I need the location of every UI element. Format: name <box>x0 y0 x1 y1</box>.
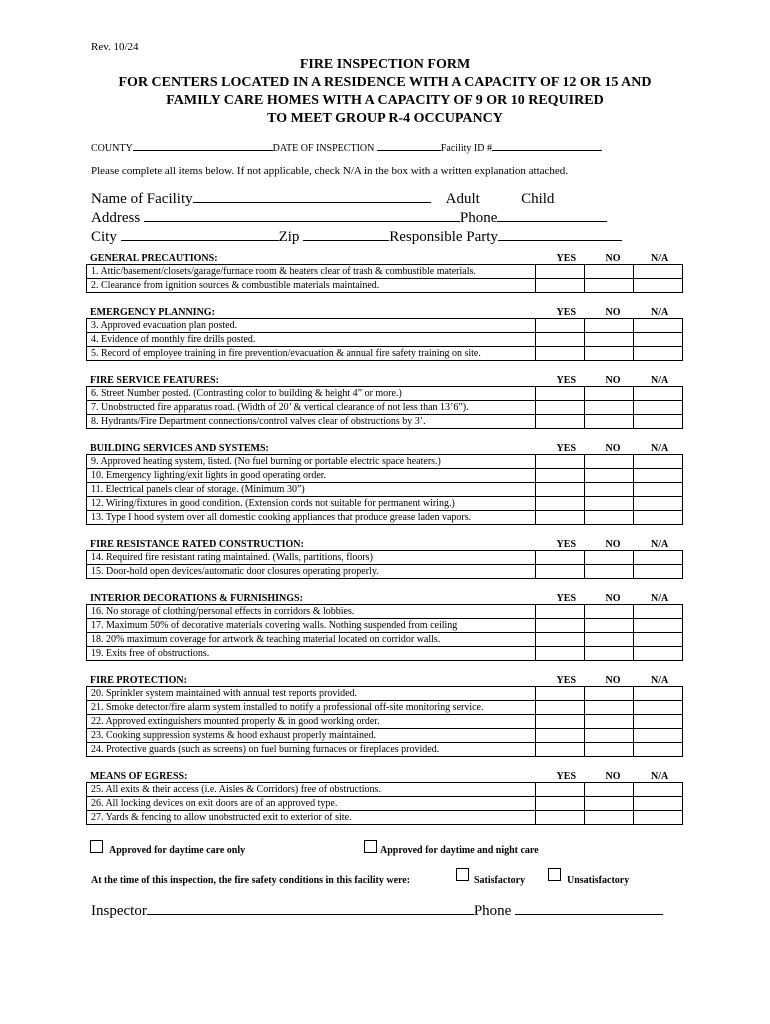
section-title: MEANS OF EGRESS: <box>90 771 188 782</box>
item-text: 6. Street Number posted. (Contrasting color to building & height 4” or more.) <box>87 387 536 401</box>
inspector-field[interactable] <box>147 900 474 915</box>
na-box[interactable] <box>634 647 683 661</box>
yes-box[interactable] <box>536 605 585 619</box>
zip-field[interactable] <box>303 226 389 241</box>
no-box[interactable] <box>585 743 634 757</box>
na-box[interactable] <box>634 605 683 619</box>
table-row <box>87 605 683 619</box>
table-row <box>87 415 683 429</box>
section-title: INTERIOR DECORATIONS & FURNISHINGS: <box>90 593 303 604</box>
item-text: 18. 20% maximum coverage for artwork & teaching material located on corridor walls. <box>87 633 536 647</box>
form-title <box>0 56 770 128</box>
item-text: 3. Approved evacuation plan posted. <box>87 319 536 333</box>
col-yes: YES <box>556 771 576 782</box>
item-text: 5. Record of employee training in fire prevention/evacuation & annual fire safety training on site. <box>87 347 536 361</box>
table-row <box>87 551 683 565</box>
na-box[interactable] <box>634 469 683 483</box>
item-text: 13. Type I hood system over all domestic cooking appliances that produce grease laden vapors. <box>87 511 536 525</box>
item-text: 1. Attic/basement/closets/garage/furnace room & heaters clear of trash & combustible materials. <box>87 265 536 279</box>
city-field[interactable] <box>121 226 279 241</box>
yes-box[interactable] <box>536 483 585 497</box>
section-emergency-planning <box>86 304 683 361</box>
table-row <box>87 455 683 469</box>
approved-day-night-checkbox[interactable] <box>364 840 377 853</box>
section-title: BUILDING SERVICES AND SYSTEMS: <box>90 443 269 454</box>
yes-box[interactable] <box>536 633 585 647</box>
city-row <box>91 226 622 246</box>
facility-id-field[interactable] <box>492 140 602 151</box>
na-box[interactable] <box>634 797 683 811</box>
no-box[interactable] <box>585 401 634 415</box>
item-text: 22. Approved extinguishers mounted properly & in good working order. <box>87 715 536 729</box>
no-box[interactable] <box>585 279 634 293</box>
col-yes: YES <box>556 593 576 604</box>
table-row <box>87 279 683 293</box>
na-box[interactable] <box>634 511 683 525</box>
conditions-prompt: At the time of this inspection, the fire safety conditions in this facility were: <box>91 875 411 886</box>
yes-box[interactable] <box>536 387 585 401</box>
na-box[interactable] <box>634 565 683 579</box>
yes-box[interactable] <box>536 743 585 757</box>
satisfactory-label: Satisfactory <box>474 875 526 886</box>
yes-box[interactable] <box>536 511 585 525</box>
section-general-precautions <box>86 250 683 293</box>
yes-box[interactable] <box>536 265 585 279</box>
col-no: NO <box>605 539 621 550</box>
na-box[interactable] <box>634 687 683 701</box>
yes-box[interactable] <box>536 729 585 743</box>
table-row <box>87 347 683 361</box>
col-no: NO <box>605 253 621 264</box>
no-box[interactable] <box>585 715 634 729</box>
item-text: 20. Sprinkler system maintained with annual test reports provided. <box>87 687 536 701</box>
no-box[interactable] <box>585 565 634 579</box>
table-row <box>87 483 683 497</box>
table-row <box>87 401 683 415</box>
section-fire-resistance <box>86 536 683 579</box>
no-box[interactable] <box>585 701 634 715</box>
col-na: N/A <box>651 675 669 686</box>
adult-label: Adult <box>445 191 480 207</box>
col-no: NO <box>605 675 621 686</box>
table-row <box>87 497 683 511</box>
item-text: 26. All locking devices on exit doors are of an approved type. <box>87 797 536 811</box>
item-text: 12. Wiring/fixtures in good condition. (Extension cords not suitable for permanent wiring.) <box>87 497 536 511</box>
col-na: N/A <box>651 307 669 318</box>
approved-daytime-checkbox[interactable] <box>90 840 103 853</box>
title-line-2: FOR CENTERS LOCATED IN A RESIDENCE WITH A CAPACITY OF 12 OR 15 AND <box>118 75 652 90</box>
date-label: DATE OF INSPECTION <box>272 143 375 154</box>
col-no: NO <box>605 307 621 318</box>
instructions: Please complete all items below. If not applicable, check N/A in the box with a written explanation attached. <box>91 165 569 177</box>
title-line-3: FAMILY CARE HOMES WITH A CAPACITY OF 9 OR 10 REQUIRED <box>166 93 604 108</box>
col-na: N/A <box>651 593 669 604</box>
unsatisfactory-label: Unsatisfactory <box>567 875 630 886</box>
section-title: FIRE SERVICE FEATURES: <box>90 375 219 386</box>
county-label: COUNTY <box>91 143 133 154</box>
satisfactory-checkbox[interactable] <box>456 868 469 881</box>
col-yes: YES <box>556 539 576 550</box>
no-box[interactable] <box>585 333 634 347</box>
approved-daytime-label: Approved for daytime care only <box>109 845 246 856</box>
item-text: 11. Electrical panels clear of storage. (Minimum 30”) <box>87 483 536 497</box>
inspector-phone-label: Phone <box>473 903 512 919</box>
yes-box[interactable] <box>536 347 585 361</box>
na-box[interactable] <box>634 387 683 401</box>
item-text: 4. Evidence of monthly fire drills posted. <box>87 333 536 347</box>
col-yes: YES <box>556 675 576 686</box>
col-yes: YES <box>556 443 576 454</box>
na-box[interactable] <box>634 415 683 429</box>
table-row <box>87 511 683 525</box>
table-row <box>87 387 683 401</box>
yes-box[interactable] <box>536 401 585 415</box>
no-box[interactable] <box>585 415 634 429</box>
no-box[interactable] <box>585 455 634 469</box>
inspector-label: Inspector <box>91 903 147 919</box>
yes-box[interactable] <box>536 701 585 715</box>
na-box[interactable] <box>634 497 683 511</box>
table-row <box>87 729 683 743</box>
yes-box[interactable] <box>536 687 585 701</box>
facility-id-label: Facility ID # <box>440 143 492 154</box>
no-box[interactable] <box>585 797 634 811</box>
col-no: NO <box>605 771 621 782</box>
address-row <box>91 207 607 227</box>
yes-box[interactable] <box>536 469 585 483</box>
yes-box[interactable] <box>536 551 585 565</box>
col-no: NO <box>605 593 621 604</box>
section-fire-service-features <box>86 372 683 429</box>
col-no: NO <box>605 375 621 386</box>
table-row <box>87 265 683 279</box>
na-box[interactable] <box>634 701 683 715</box>
na-box[interactable] <box>634 729 683 743</box>
address-label: Address <box>91 210 141 226</box>
na-box[interactable] <box>634 319 683 333</box>
col-yes: YES <box>556 375 576 386</box>
no-box[interactable] <box>585 687 634 701</box>
item-text: 9. Approved heating system, listed. (No fuel burning or portable electric space heaters.) <box>87 455 536 469</box>
table-row <box>87 701 683 715</box>
na-box[interactable] <box>634 401 683 415</box>
yes-box[interactable] <box>536 455 585 469</box>
no-box[interactable] <box>585 811 634 825</box>
no-box[interactable] <box>585 265 634 279</box>
title-line-4: TO MEET GROUP R-4 OCCUPANCY <box>267 111 503 126</box>
unsatisfactory-checkbox[interactable] <box>548 868 561 881</box>
table-row <box>87 687 683 701</box>
table-row <box>87 783 683 797</box>
na-box[interactable] <box>634 715 683 729</box>
item-text: 16. No storage of clothing/personal effects in corridors & lobbies. <box>87 605 536 619</box>
city-label: City <box>91 229 117 245</box>
no-box[interactable] <box>585 551 634 565</box>
col-na: N/A <box>651 771 669 782</box>
item-text: 21. Smoke detector/fire alarm system installed to notify a professional off-site monitoring service. <box>87 701 536 715</box>
facility-name-field[interactable] <box>193 188 431 203</box>
no-box[interactable] <box>585 483 634 497</box>
section-interior-decorations <box>86 590 683 661</box>
item-text: 27. Yards & fencing to allow unobstructed exit to exterior of site. <box>87 811 536 825</box>
na-box[interactable] <box>634 279 683 293</box>
yes-box[interactable] <box>536 783 585 797</box>
yes-box[interactable] <box>536 715 585 729</box>
no-box[interactable] <box>585 605 634 619</box>
col-na: N/A <box>651 253 669 264</box>
section-title: GENERAL PRECAUTIONS: <box>90 253 218 264</box>
col-na: N/A <box>651 443 669 454</box>
child-label: Child <box>521 191 555 207</box>
na-box[interactable] <box>634 347 683 361</box>
no-box[interactable] <box>585 387 634 401</box>
responsible-field[interactable] <box>498 226 622 241</box>
no-box[interactable] <box>585 469 634 483</box>
na-box[interactable] <box>634 743 683 757</box>
no-box[interactable] <box>585 347 634 361</box>
item-text: 23. Cooking suppression systems & hood exhaust properly maintained. <box>87 729 536 743</box>
yes-box[interactable] <box>536 279 585 293</box>
county-field[interactable] <box>133 140 273 151</box>
item-text: 25. All exits & their access (i.e. Aisles & Corridors) free of obstructions. <box>87 783 536 797</box>
section-building-services <box>86 440 683 525</box>
col-na: N/A <box>651 375 669 386</box>
col-yes: YES <box>556 253 576 264</box>
na-box[interactable] <box>634 551 683 565</box>
no-box[interactable] <box>585 497 634 511</box>
na-box[interactable] <box>634 811 683 825</box>
na-box[interactable] <box>634 265 683 279</box>
table-row <box>87 619 683 633</box>
phone-field[interactable] <box>497 207 607 222</box>
no-box[interactable] <box>585 633 634 647</box>
title-line-1: FIRE INSPECTION FORM <box>299 57 471 72</box>
table-row <box>87 565 683 579</box>
yes-box[interactable] <box>536 415 585 429</box>
na-box[interactable] <box>634 633 683 647</box>
na-box[interactable] <box>634 333 683 347</box>
table-row <box>87 797 683 811</box>
no-box[interactable] <box>585 319 634 333</box>
item-text: 15. Door-hold open devices/automatic door closures operating properly. <box>87 565 536 579</box>
table-row <box>87 333 683 347</box>
yes-box[interactable] <box>536 319 585 333</box>
section-means-of-egress <box>86 768 683 825</box>
table-row <box>87 647 683 661</box>
meta-row <box>91 140 602 154</box>
facility-name-label: Name of Facility <box>91 191 193 207</box>
yes-box[interactable] <box>536 497 585 511</box>
section-title: EMERGENCY PLANNING: <box>90 307 215 318</box>
no-box[interactable] <box>585 729 634 743</box>
item-text: 17. Maximum 50% of decorative materials covering walls. Nothing suspended from ceiling <box>87 619 536 633</box>
yes-box[interactable] <box>536 811 585 825</box>
item-text: 7. Unobstructed fire apparatus road. (Width of 20’ & vertical clearance of not less than 13’6”). <box>87 401 536 415</box>
yes-box[interactable] <box>536 619 585 633</box>
item-text: 8. Hydrants/Fire Department connections/control valves clear of obstructions by 3’. <box>87 415 536 429</box>
date-field[interactable] <box>377 140 441 151</box>
phone-label: Phone <box>459 210 498 226</box>
col-na: N/A <box>651 539 669 550</box>
yes-box[interactable] <box>536 333 585 347</box>
responsible-label: Responsible Party <box>389 229 498 245</box>
zip-label: Zip <box>278 229 300 245</box>
item-text: 19. Exits free of obstructions. <box>87 647 536 661</box>
table-row <box>87 715 683 729</box>
item-text: 10. Emergency lighting/exit lights in good operating order. <box>87 469 536 483</box>
table-row <box>87 319 683 333</box>
na-box[interactable] <box>634 455 683 469</box>
na-box[interactable] <box>634 483 683 497</box>
yes-box[interactable] <box>536 565 585 579</box>
item-text: 24. Protective guards (such as screens) on fuel burning furnaces or fireplaces provided. <box>87 743 536 757</box>
item-text: 2. Clearance from ignition sources & combustible materials maintained. <box>87 279 536 293</box>
na-box[interactable] <box>634 619 683 633</box>
approved-day-night-label: Approved for daytime and night care <box>380 845 539 856</box>
na-box[interactable] <box>634 783 683 797</box>
no-box[interactable] <box>585 783 634 797</box>
address-field[interactable] <box>144 207 460 222</box>
table-row <box>87 743 683 757</box>
col-no: NO <box>605 443 621 454</box>
revision-label: Rev. 10/24 <box>91 41 139 53</box>
no-box[interactable] <box>585 511 634 525</box>
section-title: FIRE RESISTANCE RATED CONSTRUCTION: <box>90 539 304 550</box>
inspector-phone-field[interactable] <box>515 900 663 915</box>
section-title: FIRE PROTECTION: <box>90 675 187 686</box>
col-yes: YES <box>556 307 576 318</box>
table-row <box>87 469 683 483</box>
no-box[interactable] <box>585 619 634 633</box>
item-text: 14. Required fire resistant rating maintained. (Walls, partitions, floors) <box>87 551 536 565</box>
inspector-row <box>91 900 663 920</box>
section-fire-protection <box>86 672 683 757</box>
facility-name-row <box>91 188 554 208</box>
table-row <box>87 633 683 647</box>
table-row <box>87 811 683 825</box>
yes-box[interactable] <box>536 797 585 811</box>
yes-box[interactable] <box>536 647 585 661</box>
no-box[interactable] <box>585 647 634 661</box>
